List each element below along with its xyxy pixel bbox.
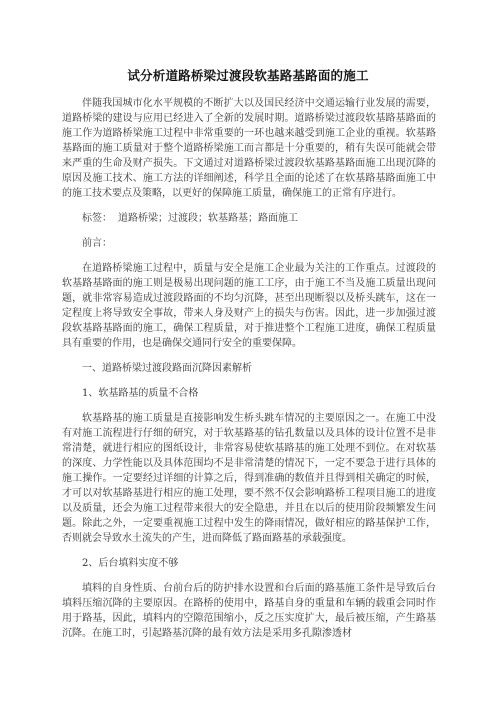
document-title: 试分析道路桥梁过渡段软基路基路面的施工 [127, 68, 369, 83]
subsection-heading-1: 1、软基路基的质量不合格 [82, 388, 199, 399]
preface-heading: 前言： [82, 238, 112, 249]
preface-paragraph: 在道路桥梁施工过程中，质量与安全是施工企业最为关注的工作重点。过渡段的软基路基路面的施工则是极易出现问题的施工工序，由于施工不当及施工质量出现问题，就非常容易造成过渡段路面的不均匀沉降，甚至出现断裂以及桥头跳车，这在一定程度上将导致安全事故，带来人身及财产上的损失与伤害。因此，进一步加强过渡段软基路基路面的施工，确保工程质量，对于推进整个工程施工进度，确保工程质量具有重要的作用，也是确保交通同行安全的重要保障。 [62, 263, 436, 349]
abstract-paragraph: 伴随我国城市化水平规模的不断扩大以及国民经济中交通运输行业发展的需要，道路桥梁的建设与应用已经进入了全新的发展时期。道路桥梁过渡段软基路基路面的施工作为道路桥梁施工过程中非常重要的一环也越来越受到施工企业的重视。软基路基路面的施工质量对于整个道路桥梁施工而言都是十分重要的，稍有失误可能就会带来严重的生命及财产损失。下文通过对道路桥梁过渡段软基路基路面施工出现沉降的原因及施工技术、施工方法的详细阐述，科学且全面的论述了在软基路基路面施工中的施工技术要点及策略，以更好的保障施工质量，确保施工的正常有序进行。 [62, 98, 436, 199]
section-heading: 一、道路桥梁过渡段路面沉降因素解析 [82, 363, 252, 374]
subsection-heading-2: 2、后台填料实度不够 [82, 558, 179, 569]
document-body [62, 96, 436, 641]
keywords-line [62, 211, 436, 226]
subsection-paragraph-1: 软基路基的施工质量是直接影响发生桥头跳车情况的主要原因之一。在施工中没有对施工流程进行仔细的研究，对于软基路基的钻孔数量以及具体的设计位置不是非常清楚，就进行相应的图纸设计，非常容易使软基路基的施工处理不到位。在对软基的深度、力学性能以及具体范围均不是非常清楚的情况下，一定不要急于进行具体的施工操作。一定要经过详细的计算之后，得到准确的数值并且得到相关确定的时候，才可以对软基路基进行相应的施工处理，要不然不仅会影响路桥工程项目施工的进度以及质量，还会为施工过程带来很大的安全隐患，并且在以后的使用阶段频繁发生问题。除此之外，一定要重视施工过程中发生的降雨情况，做好相应的路基保护工作，否则就会导致水土流失的产生，进而降低了路面路基的承载强度。 [62, 413, 436, 544]
keywords-value: 道路桥梁；过渡段；软基路基；路面施工 [118, 213, 298, 224]
keywords-label: 标签： [82, 213, 112, 224]
subsection-paragraph-2: 填料的自身性质、台前台后的防护排水设置和台后面的路基施工条件是导致后台填料压缩沉降的主要原因。在路桥的使用中，路基自身的重量和车辆的载重会同时作用于路基，因此，填料内的空隙范围缩小，反之压实度扩大，最后被压缩，产生路基沉降。在施工时，引起路基沉降的最有效方法是采用多孔隙渗透材 [62, 583, 436, 639]
